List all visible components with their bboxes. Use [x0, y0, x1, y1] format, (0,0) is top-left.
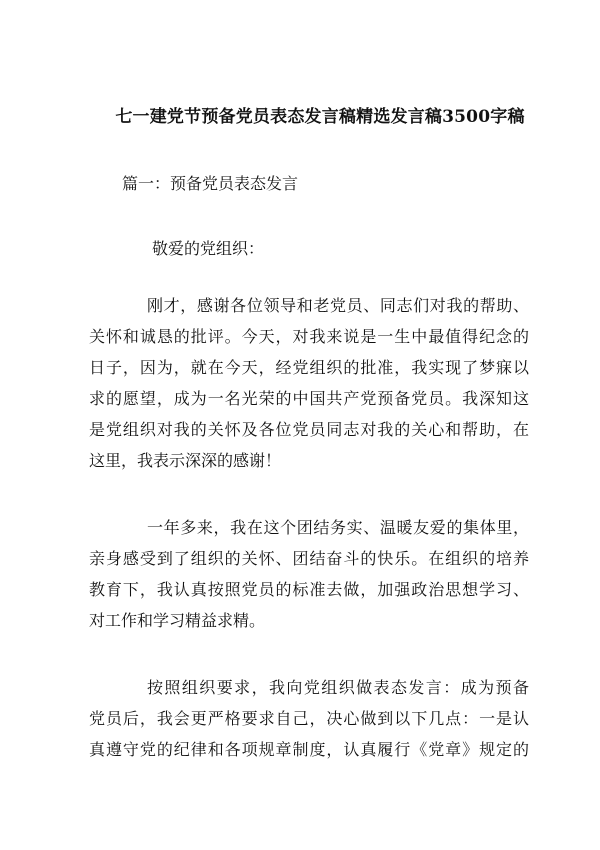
- paragraph-line: 这里，我表示深深的感谢！: [89, 451, 282, 470]
- paragraph-line: 教育下，我认真按照党员的标准去做，加强政治思想学习、: [89, 580, 529, 599]
- document-title: 七一建党节预备党员表态发言稿精选发言稿3500字稿: [115, 107, 525, 127]
- section-heading: 篇一：预备党员表态发言: [122, 174, 299, 193]
- paragraph-1: [89, 290, 529, 476]
- paragraph-line: 真遵守党的纪律和各项规章制度，认真履行《党章》规定的: [89, 740, 529, 759]
- paragraph-line: 按照组织要求，我向党组织做表态发言：成为预备: [147, 678, 529, 697]
- paragraph-line: 求的愿望，成为一名光荣的中国共产党预备党员。我深知这: [89, 389, 529, 408]
- paragraph-line: 是党组织对我的关怀及各位党员同志对我的关心和帮助，在: [89, 420, 529, 439]
- salutation: 敬爱的党组织：: [152, 239, 265, 258]
- paragraph-line: 党员后，我会更严格要求自己，决心做到以下几点：一是认: [89, 709, 529, 728]
- paragraph-2: [89, 512, 529, 636]
- paragraph-line: 日子，因为，就在今天，经党组织的批准，我实现了梦寐以: [89, 358, 529, 377]
- paragraph-line: 关怀和诚恳的批评。今天，对我来说是一生中最值得纪念的: [89, 327, 529, 346]
- paragraph-line: 亲身感受到了组织的关怀、团结奋斗的快乐。在组织的培养: [89, 549, 529, 568]
- paragraph-line: 一年多来，我在这个团结务实、温暖友爱的集体里，: [147, 518, 529, 537]
- paragraph-line: 刚才，感谢各位领导和老党员、同志们对我的帮助、: [147, 296, 529, 315]
- paragraph-line: 对工作和学习精益求精。: [89, 611, 266, 630]
- paragraph-3: [89, 672, 529, 765]
